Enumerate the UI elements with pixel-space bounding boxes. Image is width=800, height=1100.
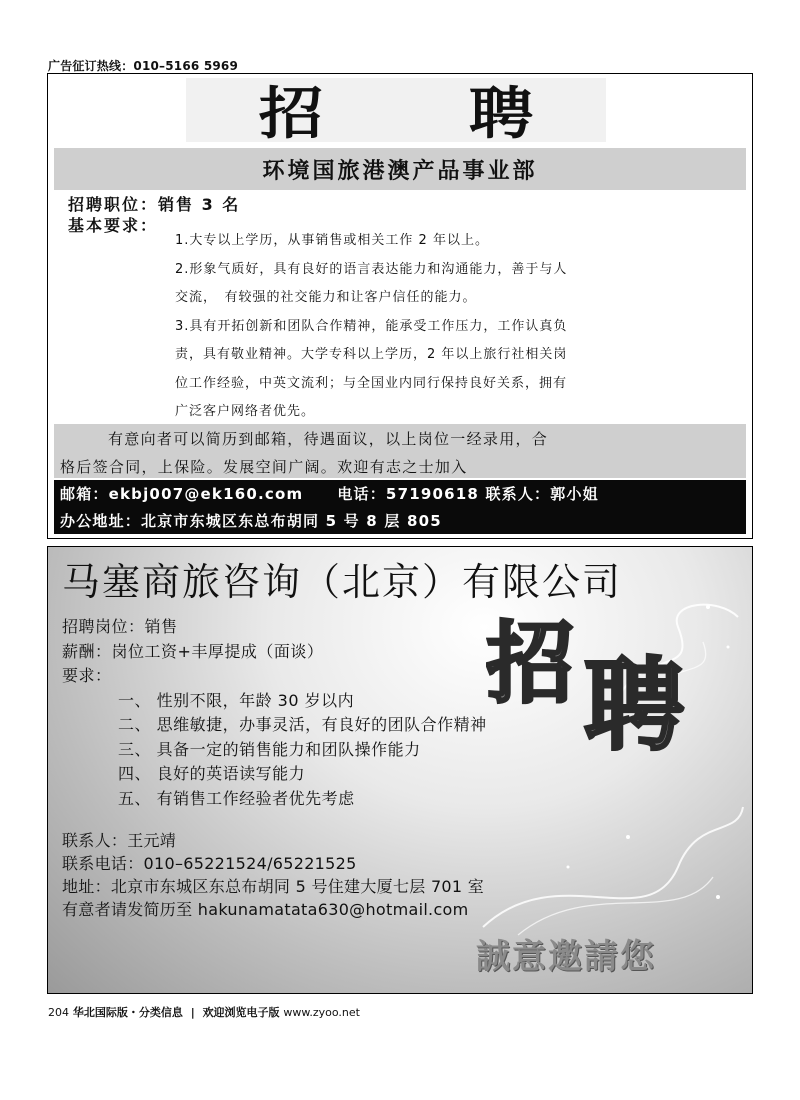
website-link[interactable]: www.zyoo.net <box>283 1006 360 1019</box>
requirements-label: 基本要求： <box>68 216 159 235</box>
page-number: 204 <box>48 1006 69 1019</box>
ad-hotline: 广告征订热线：010–5166 5969 <box>48 59 239 73</box>
office-address: 地址：北京市东城区东总布胡同 5 号住建大厦七层 701 室 <box>62 877 485 896</box>
recruit-big-char-1: 招 <box>486 611 575 715</box>
job-position: 招聘岗位：销售 <box>62 617 178 636</box>
requirement-line: 2.形象气质好，具有良好的语言表达能力和沟通能力，善于与人 <box>175 261 568 277</box>
job-ad-huanjing <box>47 73 753 539</box>
contact-details <box>62 829 484 921</box>
application-note-line: 有意向者可以简历到邮箱，待遇面议，以上岗位一经录用，合 <box>108 430 549 448</box>
requirement-line: 广泛客户网络者优先。 <box>175 404 316 419</box>
requirements-label: 要求： <box>62 666 112 685</box>
application-note-line: 格后签合同，上保险。发展空间广阔。欢迎有志之士加入 <box>60 458 468 476</box>
company-name: 马塞商旅咨询（北京）有限公司 <box>62 560 623 604</box>
department-heading: 环境国旅港澳产品事业部 <box>54 148 746 190</box>
contact-row <box>60 483 599 504</box>
publication-name: 华北国际版・分类信息 <box>72 1006 183 1019</box>
recruit-big-char-2: 聘 <box>584 646 684 752</box>
requirement-line: 责，具有敬业精神。大学专科以上学历，2 年以上旅行社相关岗 <box>175 347 568 362</box>
recruit-title <box>186 78 606 147</box>
requirement-line: 3.具有开拓创新和团队合作精神，能承受工作压力，工作认真负 <box>175 318 568 334</box>
job-salary: 薪酬：岗位工资+丰厚提成（面谈） <box>62 641 324 661</box>
requirement-line: 二、 思维敏捷，办事灵活，有良好的团队合作精神 <box>118 715 487 734</box>
contact-phone: 联系电话：010–65221524/65221525 <box>62 854 357 873</box>
contact-bar <box>54 480 746 534</box>
contact-email: 邮箱：ekbj007@ek160.com <box>60 485 304 503</box>
job-position: 招聘职位：销售 3 名 <box>68 195 241 214</box>
invitation-slogan: 誠意邀請您 <box>476 937 656 977</box>
recruit-decorative-heading <box>486 602 726 752</box>
footer-divider: | <box>190 1006 195 1019</box>
application-note <box>54 424 746 478</box>
decorative-swirl-bottom <box>478 797 748 937</box>
requirement-line: 四、 良好的英语读写能力 <box>118 764 306 783</box>
requirement-line: 一、 性别不限，年龄 30 岁以内 <box>118 690 355 710</box>
recruit-title-char-1: 招 <box>258 81 324 147</box>
requirements-list <box>175 227 735 427</box>
recruit-banner <box>186 78 606 147</box>
contact-phone: 电话：57190618 联系人：郭小姐 <box>337 485 599 503</box>
requirement-line: 三、 具备一定的销售能力和团队操作能力 <box>118 739 421 759</box>
job-details <box>62 615 487 811</box>
recruit-title-char-2: 聘 <box>468 81 534 147</box>
requirement-line: 五、 有销售工作经验者优先考虑 <box>118 788 355 808</box>
contact-person: 联系人：王元靖 <box>62 831 177 850</box>
footer-welcome: 欢迎浏览电子版 <box>202 1006 280 1019</box>
office-address: 办公地址：北京市东城区东总布胡同 5 号 8 层 805 <box>60 512 442 530</box>
requirement-line: 1.大专以上学历，从事销售或相关工作 2 年以上。 <box>175 233 489 248</box>
requirement-line: 位工作经验，中英文流利；与全国业内同行保持良好关系，拥有 <box>175 375 568 391</box>
requirement-line: 交流， 有较强的社交能力和让客户信任的能力。 <box>175 290 477 305</box>
email-note: 有意者请发简历至 hakunamatata630@hotmail.com <box>62 900 469 919</box>
job-ad-masai <box>47 546 753 994</box>
page-footer <box>48 1004 360 1020</box>
